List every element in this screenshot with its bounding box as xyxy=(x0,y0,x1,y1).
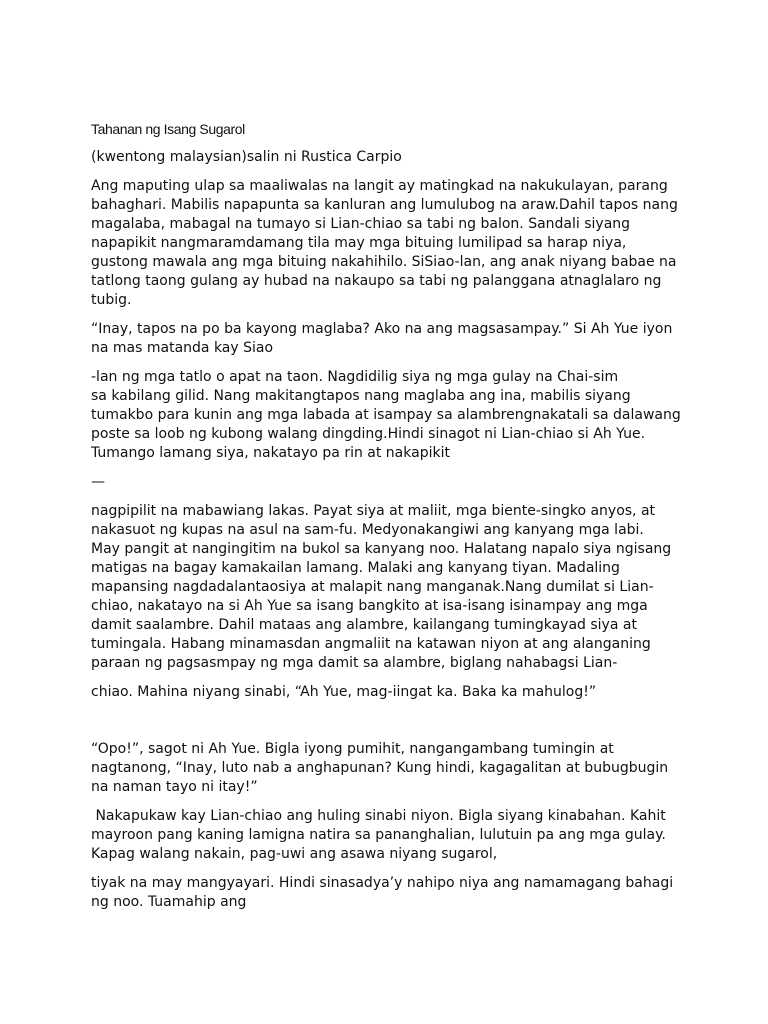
paragraph-8 xyxy=(91,807,691,864)
text-line: paraan ng pagsasmpay ng mga damit sa alambre, biglang nahabagsi Lian- xyxy=(91,655,618,671)
paragraph-1 xyxy=(91,177,691,310)
text-line: -lan ng mga tatlo o apat na taon. Nagdidilig siya ng mga gulay na Chai-sim xyxy=(91,369,619,385)
text-line: sa kabilang gilid. Nang makitangtapos nang maglaba ang ina, mabilis siyang xyxy=(91,388,631,404)
text-line: matigas na bagay kamakailan lamang. Malaki ang kanyang tiyan. Madaling xyxy=(91,560,620,576)
text-line: nakasuot ng kupas na asul na sam-fu. Medyonakangiwi ang kanyang mga labi. xyxy=(91,522,644,538)
text-line: bahaghari. Mabilis napapunta sa kanluran ang lumulubog na araw.Dahil tapos nang xyxy=(91,197,678,213)
paragraph-9 xyxy=(91,874,691,912)
text-line: gustong mawala ang mga bituing nakahihilo. SiSiao-lan, ang anak niyang babae na xyxy=(91,254,677,270)
text-line: mapansing nagdadalantaosiya at malapit nang manganak.Nang dumilat si Lian- xyxy=(91,579,654,595)
text-line: Kapag walang nakain, pag-uwi ang asawa niyang sugarol, xyxy=(91,846,498,862)
text-line: nagtanong, “Inay, luto nab a anghapunan? Kung hindi, kagagalitan at bubugbugin xyxy=(91,760,669,776)
text-line: tatlong taong gulang ay hubad na nakaupo sa tabi ng palanggana atnaglalaro ng xyxy=(91,273,662,289)
text-line: chiao, nakatayo na si Ah Yue sa isang bangkito at isa-isang isinampay ang mga xyxy=(91,598,648,614)
text-line: napapikit nangmaramdamang tila may mga bituing lumilipad sa harap niya, xyxy=(91,235,627,251)
text-line: damit saalambre. Dahil mataas ang alambre, kailangang tumingkayad siya at xyxy=(91,617,637,633)
text-line: Nakapukaw kay Lian-chiao ang huling sinabi niyon. Bigla siyang kinabahan. Kahit xyxy=(91,808,666,824)
paragraph-2 xyxy=(91,320,691,358)
document-title: Tahanan ng Isang Sugarol xyxy=(91,121,245,137)
text-line: “Inay, tapos na po ba kayong maglaba? Ako na ang magsasampay.” Si Ah Yue iyon xyxy=(91,321,673,337)
paragraph-6 xyxy=(91,683,691,702)
text-line: magalaba, mabagal na tumayo si Lian-chiao sa tabi ng balon. Sandali siyang xyxy=(91,216,631,232)
text-line: nagpipilit na mabawiang lakas. Payat siya at maliit, mga biente-singko anyos, at xyxy=(91,503,656,519)
text-line: — xyxy=(91,474,105,490)
text-line: chiao. Mahina niyang sinabi, “Ah Yue, mag-iingat ka. Baka ka mahulog!” xyxy=(91,684,597,700)
text-line: ng noo. Tuamahip ang xyxy=(91,894,247,910)
blank-space xyxy=(91,712,691,740)
paragraph-4-dash xyxy=(91,473,691,492)
text-line: tumingala. Habang minamasdan angmaliit na katawan niyon at ang alanganing xyxy=(91,636,651,652)
text-line: tumakbo para kunin ang mga labada at isampay sa alambrengnakatali sa dalawang xyxy=(91,407,681,423)
paragraph-3 xyxy=(91,368,691,463)
text-line: Tumango lamang siya, nakatayo pa rin at nakapikit xyxy=(91,445,450,461)
text-line: poste sa loob ng kubong walang dingding.Hindi sinagot ni Lian-chiao si Ah Yue. xyxy=(91,426,646,442)
document-page xyxy=(91,120,691,922)
text-line: mayroon pang kaning lamigna natira sa pananghalian, lulutuin pa ang mga gulay. xyxy=(91,827,666,843)
text-line: na naman tayo ni itay!” xyxy=(91,779,258,795)
document-subtitle: (kwentong malaysian)salin ni Rustica Carpio xyxy=(91,149,402,165)
text-line: Ang maputing ulap sa maaliwalas na langit ay matingkad na nakukulayan, parang xyxy=(91,178,668,194)
text-line: May pangit at nangingitim na bukol sa kanyang noo. Halatang napalo siya ngisang xyxy=(91,541,672,557)
paragraph-7 xyxy=(91,740,691,797)
paragraph-5 xyxy=(91,502,691,673)
text-line: tubig. xyxy=(91,292,132,308)
text-line: na mas matanda kay Siao xyxy=(91,340,274,356)
text-line: “Opo!”, sagot ni Ah Yue. Bigla iyong pumihit, nangangambang tumingin at xyxy=(91,741,614,757)
text-line: tiyak na may mangyayari. Hindi sinasadya’y nahipo niya ang namamagang bahagi xyxy=(91,875,674,891)
